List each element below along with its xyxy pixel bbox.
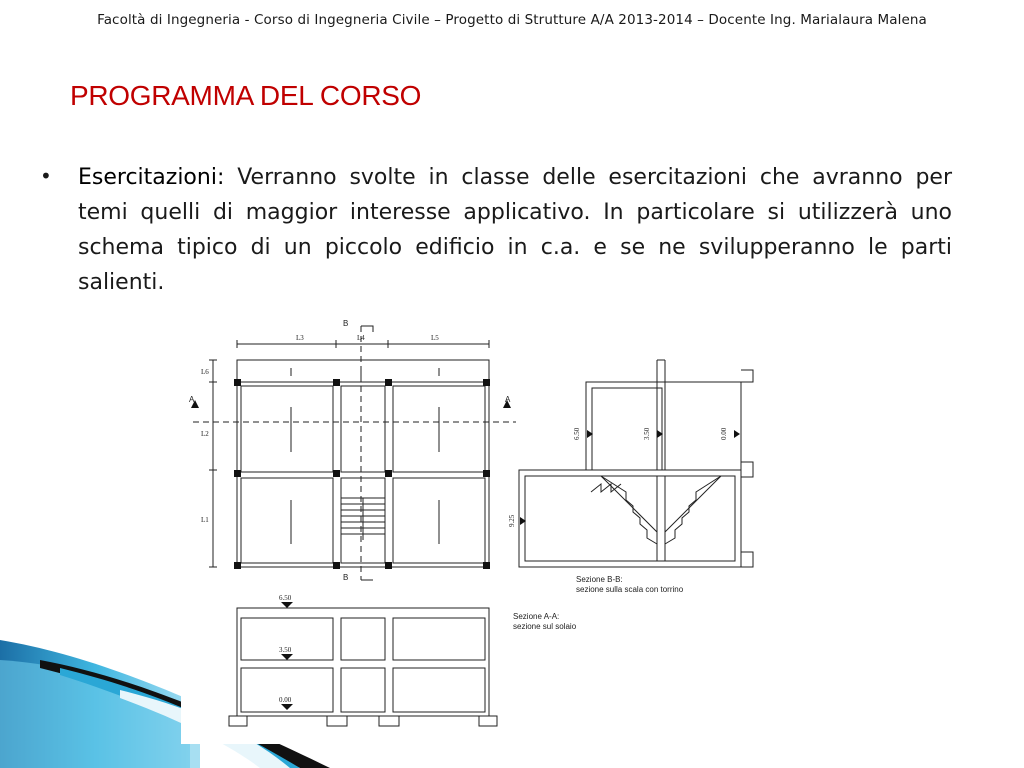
plan-mark-b-bottom: B (343, 573, 349, 582)
plan-mark-a-left: A (189, 395, 195, 404)
building-drawing (181, 312, 761, 744)
height-label-l2: L2 (201, 430, 209, 438)
bb-level-000: 0.00 (720, 427, 728, 440)
aa-level-000: 0.00 (279, 696, 292, 704)
height-label-l1: L1 (201, 516, 209, 524)
bb-level-925: 9.25 (508, 514, 516, 527)
span-label-l5: L5 (431, 334, 439, 342)
bb-caption-sub: sezione sulla scala con torrino (576, 585, 684, 594)
bb-level-650: 6.50 (573, 427, 581, 440)
bb-level-350: 3.50 (643, 427, 651, 440)
aa-caption-sub: sezione sul solaio (513, 622, 577, 631)
bullet-lead: Esercitazioni: (78, 165, 225, 190)
bb-caption-title: Sezione B-B: (576, 575, 623, 584)
height-label-l6: L6 (201, 368, 209, 376)
plan-mark-b-top: B (343, 319, 349, 328)
bullet-marker: • (40, 164, 52, 188)
plan-mark-a-right: A (505, 395, 511, 404)
aa-level-650: 6.50 (279, 594, 292, 602)
span-label-l4: L4 (357, 334, 365, 342)
span-label-l3: L3 (296, 334, 304, 342)
bullet-body: Verranno svolte in classe delle esercitazioni che avranno per temi quelli di maggior interesse applicativo. In particolare si utilizzerà uno schema tipico di un piccolo edificio in c.a. e se ne svilupperanno le parti salienti. (78, 165, 952, 295)
slide-header: Facoltà di Ingegneria - Corso di Ingegneria Civile – Progetto di Strutture A/A 2013-2014 – Docente Ing. Marialaura Malena (97, 12, 927, 28)
slide-title: PROGRAMMA DEL CORSO (70, 80, 422, 111)
aa-caption-title: Sezione A-A: (513, 612, 560, 621)
aa-level-350: 3.50 (279, 646, 292, 654)
